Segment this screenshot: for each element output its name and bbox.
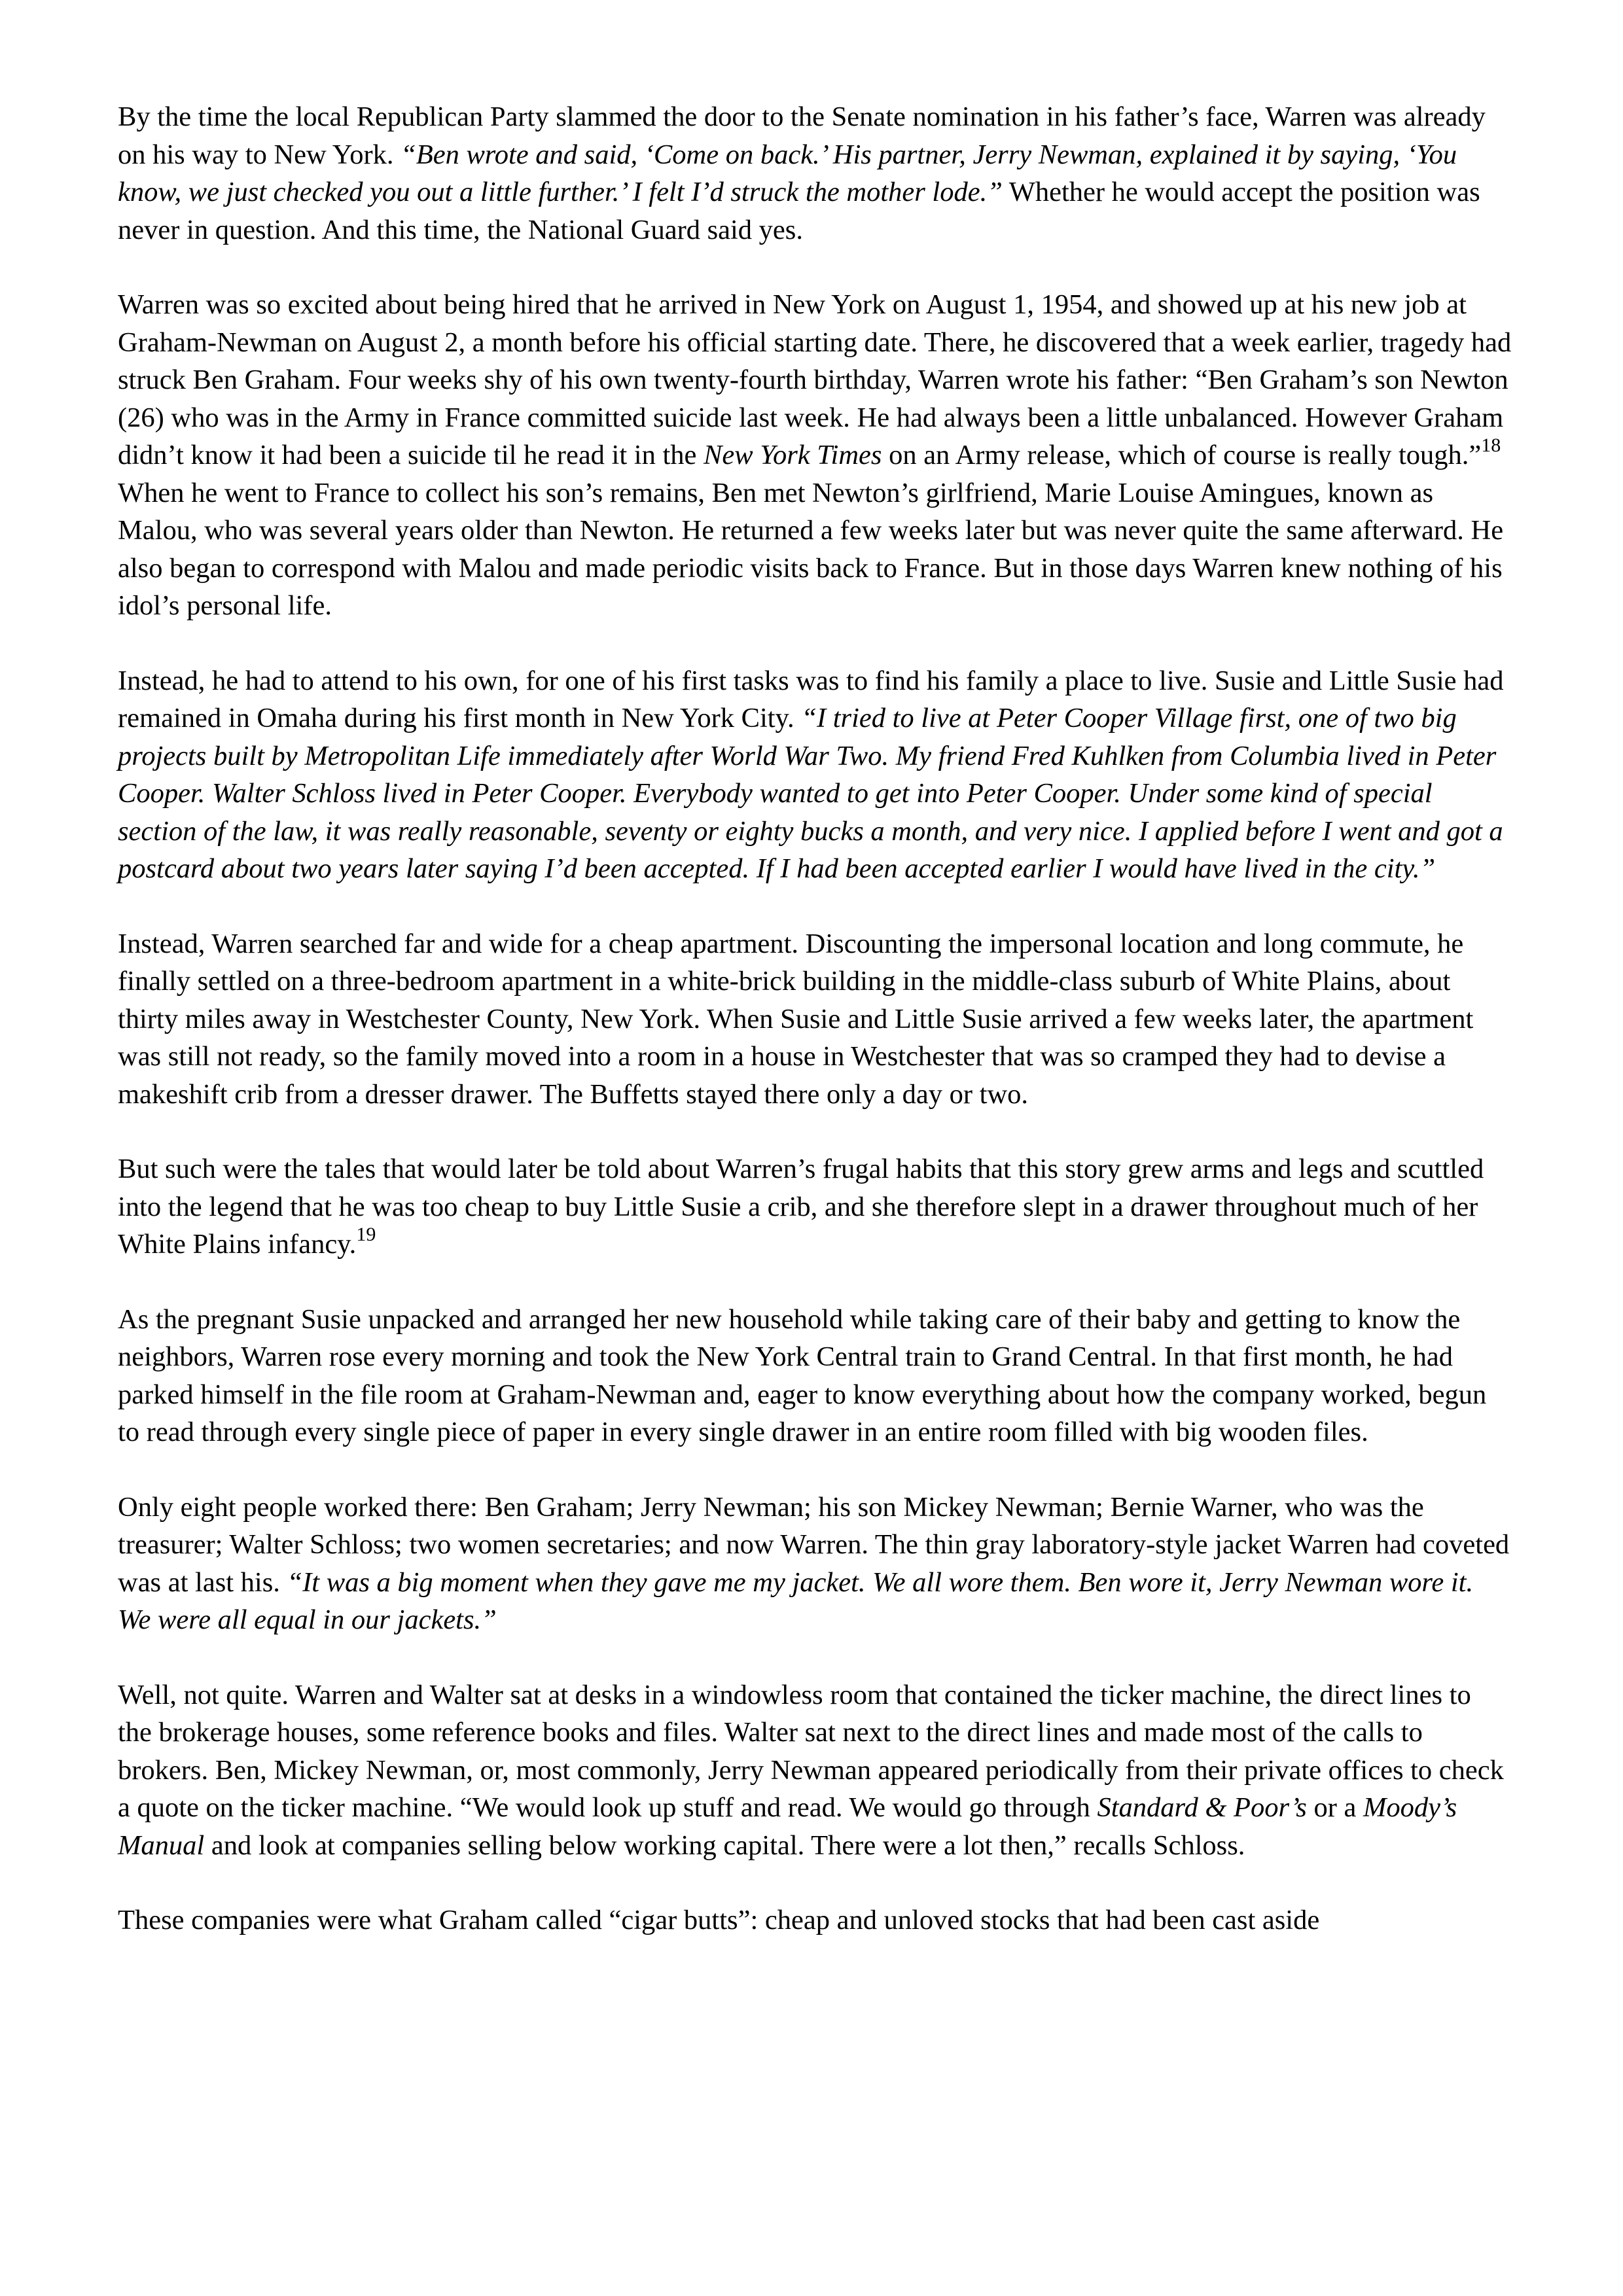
text-run: Instead, he had to attend to his own, for one of his first tasks was to find his family a place to live. Susie and Little Susie had remained in Omaha during his first month in New York City. xyxy=(118,665,1504,733)
document-page xyxy=(118,98,1512,1977)
footnote-ref: 18 xyxy=(1481,434,1501,456)
text-run: on an Army release, which of course is really tough.” xyxy=(882,440,1482,470)
text-run: When he went to France to collect his son’s remains, Ben met Newton’s girlfriend, Marie Louise Amingues, known as Malou, who was several years older than Newton. He returned a few weeks later but was never quite the same afterward. He also began to correspond with Malou and made periodic visits back to France. But in those days Warren knew nothing of his idol’s personal life. xyxy=(118,477,1504,621)
quote-run: “Ben wrote and said, ‘Come on back.’ His partner, Jerry Newman, explained it by saying, ‘You know, we just checked you out a little further.’ I felt I’d struck the mother lode.” xyxy=(118,139,1457,207)
text-run: As the pregnant Susie unpacked and arranged her new household while taking care of their baby and getting to know the neighbors, Warren rose every morning and took the New York Central train to Grand Central. In that first month, he had parked himself in the file room at Graham-Newman and, eager to know everything about how the company worked, begun to read through every single piece of paper in every single drawer in an entire room filled with big wooden files. xyxy=(118,1303,1487,1447)
paragraph-7 xyxy=(118,1489,1512,1639)
text-run: Instead, Warren searched far and wide for a cheap apartment. Discounting the impersonal location and long commute, he finally settled on a three-bedroom apartment in a white-brick building in the middle-class suburb of White Plains, about thirty miles away in Westchester County, New York. When Susie and Little Susie arrived a few weeks later, the apartment was still not ready, so the family moved into a room in a house in Westchester that was so cramped they had to devise a makeshift crib from a dresser drawer. The Buffetts stayed there only a day or two. xyxy=(118,928,1474,1110)
paragraph-8 xyxy=(118,1676,1512,1865)
paragraph-2 xyxy=(118,286,1512,625)
quote-run: “I tried to live at Peter Cooper Village first, one of two big projects built by Metropolitan Life immediately after World War Two. My friend Fred Kuhlken from Columbia lived in Peter Cooper. Walter Schloss lived in Peter Cooper. Everybody wanted to get into Peter Cooper. Under some kind of special section of the law, it was really reasonable, seventy or eighty bucks a month, and very nice. I applied before I went and got a postcard about two years later saying I’d been accepted. If I had been accepted earlier I would have lived in the city.” xyxy=(118,703,1503,884)
footnote-ref: 19 xyxy=(356,1223,376,1245)
text-run: Warren was so excited about being hired that he arrived in New York on August 1, 1954, and showed up at his new job at Graham-Newman on August 2, a month before his official starting date. There, he discovered that a week earlier, tragedy had struck Ben Graham. Four weeks shy of his own twenty-fourth birthday, Warren wrote his father: “Ben Graham’s son Newton (26) who was in the Army in France committed suicide last week. He had always been a little unbalanced. However Graham didn’t know it had been a suicide til he read it in the xyxy=(118,289,1512,470)
text-run: These companies were what Graham called “cigar butts”: cheap and unloved stocks that had been cast aside xyxy=(118,1905,1320,1935)
paragraph-3 xyxy=(118,662,1512,888)
title-run: Standard & Poor’s xyxy=(1097,1792,1307,1823)
text-run: Only eight people worked there: Ben Graham; Jerry Newman; his son Mickey Newman; Bernie Warner, who was the treasurer; Walter Schloss; two women secretaries; and now Warren. The thin gray laboratory-style jacket Warren had coveted was at last his. xyxy=(118,1491,1510,1598)
paragraph-5 xyxy=(118,1150,1512,1263)
paragraph-1 xyxy=(118,98,1512,249)
paragraph-4 xyxy=(118,925,1512,1114)
text-run: Whether he would accept the position was never in question. And this time, the National Guard said yes. xyxy=(118,177,1480,245)
paragraph-6 xyxy=(118,1301,1512,1451)
text-run: By the time the local Republican Party slammed the door to the Senate nomination in his father’s face, Warren was already on his way to New York. xyxy=(118,101,1486,170)
paragraph-9 xyxy=(118,1901,1512,1939)
title-run: New York Times xyxy=(704,440,882,470)
quote-run: “It was a big moment when they gave me my jacket. We all wore them. Ben wore it, Jerry Newman wore it. We were all equal in our jackets.” xyxy=(118,1566,1474,1635)
text-run: But such were the tales that would later be told about Warren’s frugal habits that this story grew arms and legs and scuttled into the legend that he was too cheap to buy Little Susie a crib, and she therefore slept in a drawer throughout much of her White Plains infancy. xyxy=(118,1154,1484,1260)
title-run: Moody’s Manual xyxy=(118,1792,1457,1861)
text-run: Well, not quite. Warren and Walter sat at desks in a windowless room that contained the ticker machine, the direct lines to the brokerage houses, some reference books and files. Walter sat next to the direct lines and made most of the calls to brokers. Ben, Mickey Newman, or, most commonly, Jerry Newman appeared periodically from their private offices to check a quote on the ticker machine. “We would look up stuff and read. We would go through xyxy=(118,1679,1504,1823)
text-run: and look at companies selling below working capital. There were a lot then,” recalls Schloss. xyxy=(204,1829,1245,1861)
text-run: or a xyxy=(1306,1792,1363,1823)
